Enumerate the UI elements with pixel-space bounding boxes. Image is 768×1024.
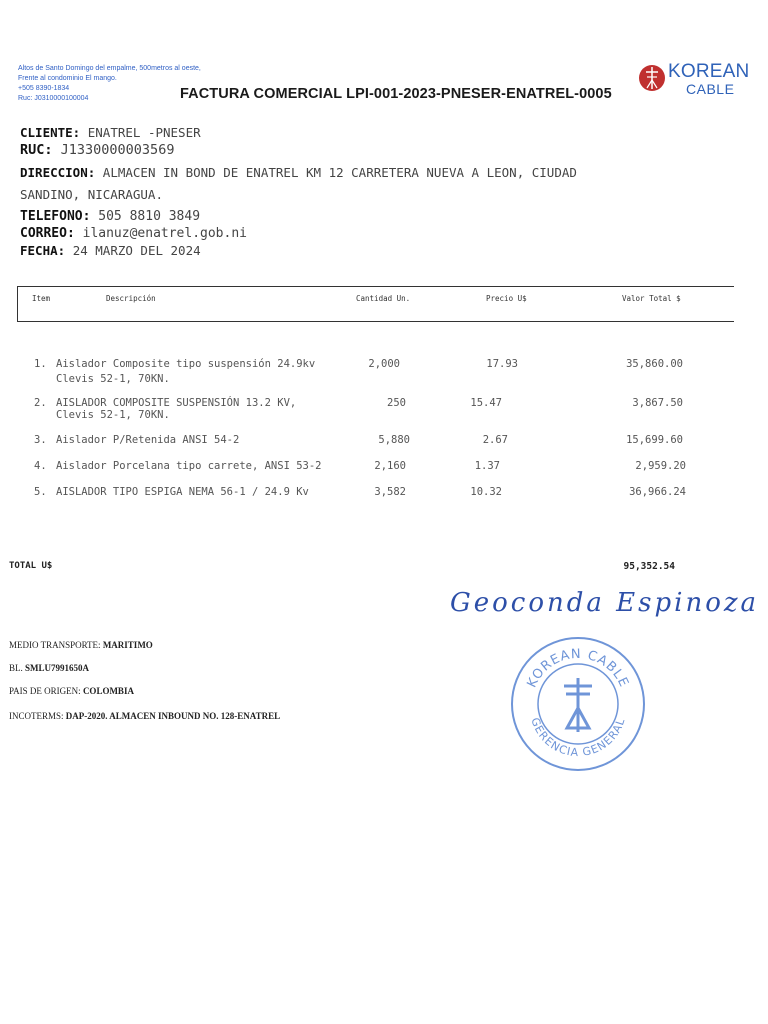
row-valor: 15,699.60 xyxy=(626,434,683,446)
row-precio: 10.32 xyxy=(470,486,502,498)
logo-text-cable: CABLE xyxy=(686,81,735,97)
korean-cable-logo-icon xyxy=(638,60,668,100)
row-precio: 17.93 xyxy=(486,358,518,370)
row-valor: 3,867.50 xyxy=(632,397,683,409)
row-number: 1. xyxy=(34,358,47,370)
table-header-box xyxy=(17,286,734,322)
stamp-top-text: KOREAN CABLE xyxy=(524,646,632,691)
telefono-value: 505 8810 3849 xyxy=(98,209,201,224)
column-header-item: Item xyxy=(32,294,51,303)
row-cantidad: 250 xyxy=(387,397,406,409)
row-precio: 2.67 xyxy=(482,434,508,446)
row-cantidad: 2,000 xyxy=(368,358,400,370)
row-description: Aislador P/Retenida ANSI 54-2 xyxy=(56,434,240,446)
column-header-precio: Precio U$ xyxy=(486,294,527,303)
invoice-title: FACTURA COMERCIAL LPI-001-2023-PNESER-ENATREL-0005 xyxy=(180,86,612,102)
row-description: AISLADOR COMPOSITE SUSPENSIÓN 13.2 KV, xyxy=(56,397,297,409)
company-ruc: Ruc: J0310000100004 xyxy=(18,95,89,102)
row-cantidad: 5,880 xyxy=(378,434,410,446)
ruc-row xyxy=(20,142,174,158)
row-number: 5. xyxy=(34,486,47,498)
row-number: 3. xyxy=(34,434,47,446)
origen-value: COLOMBIA xyxy=(82,686,134,696)
row-description-cont: Clevis 52-1, 70KN. xyxy=(56,409,170,421)
company-address-line: Altos de Santo Domingo del empalme, 500metros al oeste, xyxy=(18,65,201,72)
correo-row xyxy=(20,226,247,241)
cliente-row xyxy=(20,125,201,140)
row-valor: 35,860.00 xyxy=(626,358,683,370)
direccion-value-cont: SANDINO, NICARAGUA. xyxy=(20,187,163,202)
company-stamp xyxy=(510,636,646,772)
bl-label: BL. xyxy=(9,663,23,673)
incoterms-row xyxy=(9,711,280,721)
stamp-tower-icon xyxy=(564,678,592,732)
row-number: 2. xyxy=(34,397,47,409)
total-value: 95,352.54 xyxy=(623,561,675,572)
correo-value: ilanuz@enatrel.gob.ni xyxy=(82,226,247,241)
total-label: TOTAL U$ xyxy=(9,561,53,571)
column-header-valor: Valor Total $ xyxy=(622,294,681,303)
fecha-label: FECHA: xyxy=(20,243,66,258)
ruc-label: RUC: xyxy=(20,142,53,158)
incoterms-label: INCOTERMS: xyxy=(9,711,64,721)
telefono-row xyxy=(20,209,200,224)
telefono-label: TELEFONO: xyxy=(20,209,91,224)
transporte-value: MARITIMO xyxy=(102,640,153,650)
logo-text-korean: KOREAN xyxy=(668,61,750,82)
row-valor: 2,959.20 xyxy=(635,460,686,472)
row-description: AISLADOR TIPO ESPIGA NEMA 56-1 / 24.9 Kv xyxy=(56,486,309,498)
row-valor: 36,966.24 xyxy=(629,486,686,498)
direccion-row xyxy=(20,165,577,180)
row-precio: 1.37 xyxy=(474,460,500,472)
row-description: Aislador Porcelana tipo carrete, ANSI 53-2 xyxy=(56,460,322,472)
row-description-cont: Clevis 52-1, 70KN. xyxy=(56,373,170,385)
row-cantidad: 3,582 xyxy=(374,486,406,498)
row-description: Aislador Composite tipo suspensión 24.9kv xyxy=(56,358,316,370)
origen-label: PAIS DE ORIGEN: xyxy=(9,686,81,696)
row-number: 4. xyxy=(34,460,47,472)
correo-label: CORREO: xyxy=(20,226,75,241)
stamp-bottom-text: GERENCIA GENERAL xyxy=(528,716,628,760)
cliente-label: CLIENTE: xyxy=(20,125,81,140)
cliente-value: ENATREL -PNESER xyxy=(87,125,201,140)
incoterms-value: DAP-2020. ALMACEN INBOUND NO. 128-ENATREL xyxy=(65,711,281,721)
fecha-row xyxy=(20,243,201,258)
handwritten-signature: Geoconda Espinoza xyxy=(450,588,760,618)
transporte-label: MEDIO TRANSPORTE: xyxy=(9,640,101,650)
column-header-cantidad: Cantidad Un. xyxy=(356,294,411,303)
company-phone: +505 8390-1834 xyxy=(18,85,70,92)
bl-row xyxy=(9,663,89,673)
row-cantidad: 2,160 xyxy=(374,460,406,472)
bl-value: SMLU7991650A xyxy=(25,663,90,673)
row-precio: 15.47 xyxy=(470,397,502,409)
transporte-row xyxy=(9,640,153,650)
origen-row xyxy=(9,686,134,696)
direccion-value: ALMACEN IN BOND DE ENATREL KM 12 CARRETERA NUEVA A LEON, CIUDAD xyxy=(102,165,577,180)
fecha-value: 24 MARZO DEL 2024 xyxy=(72,243,201,258)
direccion-label: DIRECCION: xyxy=(20,165,96,180)
direccion-row-2 xyxy=(20,187,163,202)
ruc-value: J1330000003569 xyxy=(60,142,175,158)
column-header-descripcion: Descripción xyxy=(106,294,156,303)
company-address-line: Frente al condominio El mango. xyxy=(18,75,117,82)
